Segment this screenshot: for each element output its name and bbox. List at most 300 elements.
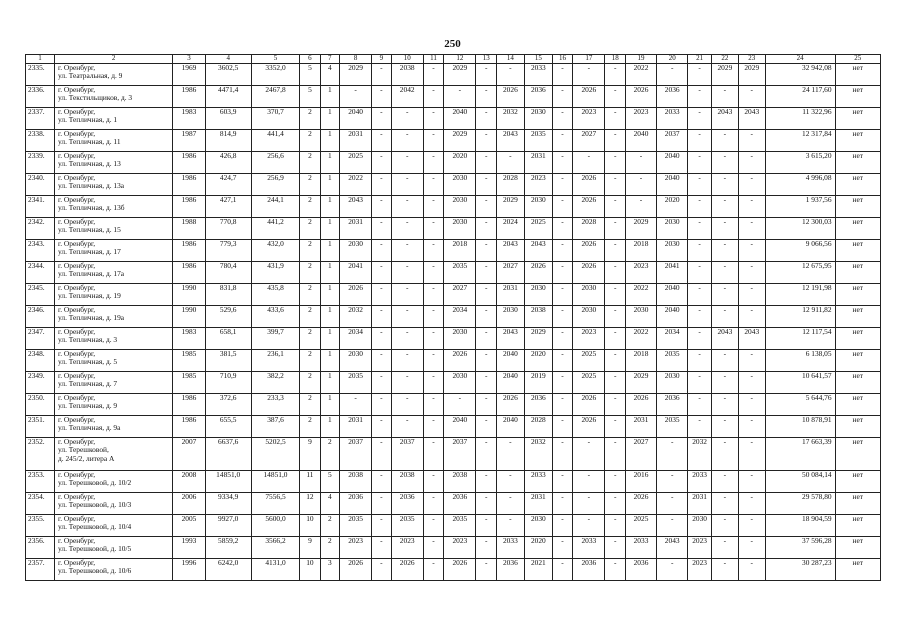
table-cell: 2027 [496, 262, 524, 284]
table-cell: - [573, 64, 605, 86]
table-cell: - [605, 108, 625, 130]
table-cell: - [372, 218, 391, 240]
table-cell: 1 [320, 174, 339, 196]
table-cell: 1986 [173, 262, 205, 284]
table-cell: 2 [300, 394, 320, 416]
row-number-cell: 2348. [26, 350, 55, 372]
table-cell: 2043 [711, 108, 738, 130]
address-cell: г. Оренбург, ул. Тепличная, д. 19 [55, 284, 173, 306]
table-cell: 372,6 [205, 394, 251, 416]
table-cell: 2032 [688, 438, 712, 471]
table-cell: 2033 [573, 537, 605, 559]
table-cell: - [476, 471, 496, 493]
table-cell: - [711, 559, 738, 581]
address-cell: г. Оренбург, ул. Тепличная, д. 5 [55, 350, 173, 372]
table-cell: 4 [320, 64, 339, 86]
column-number-cell: 17 [573, 55, 605, 64]
row-number-cell: 2345. [26, 284, 55, 306]
table-cell: - [688, 240, 712, 262]
row-number-cell: 2342. [26, 218, 55, 240]
address-cell: г. Оренбург, ул. Терешковой, д. 10/4 [55, 515, 173, 537]
table-cell: - [552, 537, 572, 559]
row-number-cell: 2349. [26, 372, 55, 394]
table-cell: - [605, 152, 625, 174]
row-number-cell: 2336. [26, 86, 55, 108]
table-cell: 2 [300, 196, 320, 218]
table-cell: - [711, 306, 738, 328]
address-cell: г. Оренбург, ул. Тепличная, д. 9 [55, 394, 173, 416]
table-cell: 2036 [496, 559, 524, 581]
table-cell: 2 [320, 537, 339, 559]
table-cell: - [605, 196, 625, 218]
table-cell: 387,6 [251, 416, 299, 438]
table-cell: 2036 [573, 559, 605, 581]
table-cell: 2020 [444, 152, 476, 174]
table-cell: нет [835, 515, 880, 537]
table-cell: - [711, 218, 738, 240]
table-cell: 18 904,59 [765, 515, 835, 537]
table-cell: - [476, 350, 496, 372]
table-cell: 432,0 [251, 240, 299, 262]
table-cell: 2026 [496, 86, 524, 108]
table-cell: - [688, 394, 712, 416]
table-cell: 4131,0 [251, 559, 299, 581]
table-row [26, 262, 881, 284]
table-cell: 2033 [524, 64, 552, 86]
row-number-cell: 2347. [26, 328, 55, 350]
table-cell: - [711, 86, 738, 108]
table-cell: - [423, 174, 443, 196]
table-cell: - [476, 86, 496, 108]
table-cell: - [476, 372, 496, 394]
table-cell: - [372, 240, 391, 262]
table-cell: - [657, 515, 688, 537]
table-cell: 2035 [339, 515, 371, 537]
table-cell: 5 644,76 [765, 394, 835, 416]
row-number-cell: 2351. [26, 416, 55, 438]
table-cell: 2 [300, 372, 320, 394]
table-cell: - [688, 350, 712, 372]
table-row [26, 64, 881, 86]
table-cell: 1986 [173, 174, 205, 196]
table-cell: 2040 [339, 108, 371, 130]
table-cell: 2031 [339, 416, 371, 438]
table-cell: 2030 [524, 515, 552, 537]
table-cell: - [372, 328, 391, 350]
table-cell: - [711, 515, 738, 537]
table-cell: нет [835, 328, 880, 350]
table-cell: - [476, 108, 496, 130]
table-cell: - [688, 130, 712, 152]
column-number-cell: 24 [765, 55, 835, 64]
address-cell: г. Оренбург, ул. Терешковой, д. 245/2, литера А [55, 438, 173, 471]
table-cell: - [496, 471, 524, 493]
table-cell: 2043 [738, 328, 765, 350]
table-cell: 29 578,80 [765, 493, 835, 515]
table-cell: 2031 [339, 130, 371, 152]
table-cell: 2030 [339, 240, 371, 262]
table-cell: 1983 [173, 108, 205, 130]
table-cell: - [711, 196, 738, 218]
table-cell: 1985 [173, 372, 205, 394]
table-cell: - [423, 64, 443, 86]
table-cell: - [391, 284, 423, 306]
table-cell: 529,6 [205, 306, 251, 328]
table-cell: 2041 [339, 262, 371, 284]
table-cell: - [625, 196, 656, 218]
table-cell: - [688, 174, 712, 196]
table-cell: - [711, 240, 738, 262]
table-cell: 382,2 [251, 372, 299, 394]
address-cell: г. Оренбург, ул. Текстильщиков, д. 3 [55, 86, 173, 108]
table-cell: - [711, 438, 738, 471]
column-number-cell: 1 [26, 55, 55, 64]
table-cell: 2027 [444, 284, 476, 306]
table-cell: - [738, 152, 765, 174]
table-cell: - [552, 152, 572, 174]
row-number-cell: 2346. [26, 306, 55, 328]
table-cell: - [339, 394, 371, 416]
address-cell: г. Оренбург, ул. Терешковой, д. 10/2 [55, 471, 173, 493]
column-number-cell: 14 [496, 55, 524, 64]
table-cell: 2043 [496, 328, 524, 350]
table-cell: - [605, 174, 625, 196]
table-cell: 2037 [339, 438, 371, 471]
table-cell: 2035 [339, 372, 371, 394]
table-cell: 2023 [391, 537, 423, 559]
table-cell: 2035 [444, 515, 476, 537]
table-cell: - [372, 537, 391, 559]
table-cell: 233,3 [251, 394, 299, 416]
table-cell: 11 [300, 471, 320, 493]
table-cell: 2020 [524, 537, 552, 559]
table-cell: 50 084,14 [765, 471, 835, 493]
table-cell: 2032 [496, 108, 524, 130]
table-cell: 2033 [524, 471, 552, 493]
table-cell: 2043 [339, 196, 371, 218]
table-cell: - [476, 240, 496, 262]
column-number-cell: 19 [625, 55, 656, 64]
table-cell: 2 [300, 152, 320, 174]
table-cell: - [552, 559, 572, 581]
table-cell: 14851,0 [251, 471, 299, 493]
table-cell: - [605, 64, 625, 86]
table-cell: 12 911,82 [765, 306, 835, 328]
table-cell: - [423, 130, 443, 152]
table-cell: - [476, 64, 496, 86]
table-cell: 1990 [173, 284, 205, 306]
table-cell: 780,4 [205, 262, 251, 284]
table-cell: - [605, 438, 625, 471]
table-cell: - [738, 394, 765, 416]
address-cell: г. Оренбург, ул. Тепличная, д. 13а [55, 174, 173, 196]
table-cell: 5202,5 [251, 438, 299, 471]
table-cell: нет [835, 493, 880, 515]
table-cell: 2023 [444, 537, 476, 559]
table-cell: 2041 [657, 262, 688, 284]
row-number-cell: 2337. [26, 108, 55, 130]
table-cell: 2042 [391, 86, 423, 108]
table-cell: - [738, 174, 765, 196]
table-cell: - [688, 152, 712, 174]
column-number-cell: 5 [251, 55, 299, 64]
table-cell: 710,9 [205, 372, 251, 394]
table-cell: нет [835, 350, 880, 372]
table-cell: 1 [320, 262, 339, 284]
table-cell: - [372, 108, 391, 130]
table-row [26, 86, 881, 108]
table-cell: 441,2 [251, 218, 299, 240]
table-cell: 2 [300, 262, 320, 284]
table-cell: 10 [300, 515, 320, 537]
table-cell: 2043 [496, 240, 524, 262]
column-number-cell: 10 [391, 55, 423, 64]
table-cell: 6 138,05 [765, 350, 835, 372]
table-row [26, 416, 881, 438]
table-cell: - [476, 174, 496, 196]
table-cell: 5859,2 [205, 537, 251, 559]
table-cell: 1996 [173, 559, 205, 581]
table-cell: 2026 [573, 240, 605, 262]
table-row [26, 537, 881, 559]
table-cell: 2467,8 [251, 86, 299, 108]
table-cell: 2030 [444, 196, 476, 218]
table-cell: 1983 [173, 328, 205, 350]
table-cell: - [711, 493, 738, 515]
table-cell: 1986 [173, 240, 205, 262]
table-cell: 1 [320, 328, 339, 350]
table-cell: 2031 [625, 416, 656, 438]
table-cell: - [711, 537, 738, 559]
table-cell: 1993 [173, 537, 205, 559]
table-cell: 2026 [391, 559, 423, 581]
table-cell: - [711, 262, 738, 284]
row-number-cell: 2353. [26, 471, 55, 493]
table-cell: 2043 [524, 240, 552, 262]
table-cell: 2026 [625, 86, 656, 108]
table-cell: 7556,5 [251, 493, 299, 515]
table-cell: 831,8 [205, 284, 251, 306]
table-cell: - [552, 394, 572, 416]
table-cell: 2 [300, 174, 320, 196]
table-cell: 4 996,08 [765, 174, 835, 196]
table-cell: - [476, 306, 496, 328]
table-cell: - [738, 284, 765, 306]
table-cell: 2030 [496, 306, 524, 328]
table-cell: 2036 [657, 86, 688, 108]
table-cell: - [391, 108, 423, 130]
table-cell: 2021 [524, 559, 552, 581]
table-cell: - [738, 196, 765, 218]
table-cell: - [552, 218, 572, 240]
table-cell: 2025 [625, 515, 656, 537]
table-cell: нет [835, 559, 880, 581]
table-cell: 2026 [573, 86, 605, 108]
table-cell: 2031 [339, 218, 371, 240]
table-cell: 435,8 [251, 284, 299, 306]
table-cell: - [391, 262, 423, 284]
table-cell: 2040 [496, 372, 524, 394]
table-cell: 2029 [444, 64, 476, 86]
table-cell: нет [835, 152, 880, 174]
table-cell: 2025 [524, 218, 552, 240]
table-cell: нет [835, 130, 880, 152]
table-row [26, 350, 881, 372]
table-cell: - [476, 394, 496, 416]
table-cell: 2036 [524, 86, 552, 108]
table-cell: нет [835, 394, 880, 416]
table-cell: 2026 [625, 394, 656, 416]
table-cell: 2 [300, 350, 320, 372]
table-cell: - [657, 559, 688, 581]
table-cell: 2026 [573, 394, 605, 416]
table-cell: - [552, 515, 572, 537]
page-number: 250 [444, 38, 461, 50]
table-cell: 2026 [625, 493, 656, 515]
table-cell: - [372, 262, 391, 284]
table-cell: - [496, 64, 524, 86]
table-cell: - [605, 372, 625, 394]
table-cell: 10 [300, 559, 320, 581]
row-number-cell: 2339. [26, 152, 55, 174]
table-cell: - [372, 438, 391, 471]
table-cell: 2 [320, 438, 339, 471]
table-cell: 37 596,28 [765, 537, 835, 559]
table-cell: - [688, 306, 712, 328]
table-cell: - [552, 493, 572, 515]
table-cell: - [711, 284, 738, 306]
table-cell: 14851,0 [205, 471, 251, 493]
table-cell: 2007 [173, 438, 205, 471]
table-cell: - [423, 218, 443, 240]
table-cell: нет [835, 471, 880, 493]
table-cell: 2038 [391, 64, 423, 86]
table-cell: 2036 [524, 394, 552, 416]
table-cell: 1985 [173, 350, 205, 372]
table-cell: - [496, 438, 524, 471]
table-cell: - [605, 328, 625, 350]
table-cell: нет [835, 537, 880, 559]
table-cell: - [711, 152, 738, 174]
table-cell: 658,1 [205, 328, 251, 350]
table-cell: нет [835, 86, 880, 108]
table-row [26, 394, 881, 416]
table-cell: - [423, 559, 443, 581]
table-cell: - [711, 394, 738, 416]
column-number-cell: 16 [552, 55, 572, 64]
table-cell: - [688, 86, 712, 108]
table-cell: - [738, 86, 765, 108]
column-number-cell: 21 [688, 55, 712, 64]
table-cell: 2038 [339, 471, 371, 493]
table-cell: 2 [300, 240, 320, 262]
table-cell: - [605, 515, 625, 537]
table-cell: 2030 [524, 284, 552, 306]
table-cell: 2008 [173, 471, 205, 493]
table-cell: 9 066,56 [765, 240, 835, 262]
table-cell: 5600,0 [251, 515, 299, 537]
table-cell: - [423, 416, 443, 438]
table-cell: 2 [320, 515, 339, 537]
table-cell: 2029 [339, 64, 371, 86]
table-cell: - [423, 108, 443, 130]
table-cell: 2030 [339, 350, 371, 372]
table-cell: 256,6 [251, 152, 299, 174]
table-cell: - [738, 218, 765, 240]
table-cell: - [423, 152, 443, 174]
table-cell: 10 878,91 [765, 416, 835, 438]
table-cell: 2020 [524, 350, 552, 372]
table-cell: 32 942,08 [765, 64, 835, 86]
table-cell: 3352,0 [251, 64, 299, 86]
table-cell: - [423, 372, 443, 394]
table-cell: 2022 [625, 284, 656, 306]
table-cell: 1 [320, 196, 339, 218]
table-cell: - [605, 559, 625, 581]
table-cell: 5 [320, 471, 339, 493]
table-cell: 1986 [173, 196, 205, 218]
table-cell: 2028 [524, 416, 552, 438]
table-row [26, 515, 881, 537]
table-cell: 2025 [339, 152, 371, 174]
row-number-cell: 2355. [26, 515, 55, 537]
table-cell: 2043 [657, 537, 688, 559]
table-cell: 1 [320, 372, 339, 394]
table-cell: 30 287,23 [765, 559, 835, 581]
table-cell: 11 322,96 [765, 108, 835, 130]
table-cell: - [688, 108, 712, 130]
table-cell: - [573, 493, 605, 515]
table-cell: 2036 [444, 493, 476, 515]
table-cell: 2022 [339, 174, 371, 196]
row-number-cell: 2350. [26, 394, 55, 416]
table-cell: - [372, 515, 391, 537]
table-cell: - [573, 438, 605, 471]
column-number-row [26, 55, 881, 64]
table-cell: 1 [320, 350, 339, 372]
table-cell: 2030 [524, 196, 552, 218]
table-cell: 2040 [625, 130, 656, 152]
column-number-cell: 4 [205, 55, 251, 64]
table-cell: - [552, 240, 572, 262]
table-cell: 2043 [711, 328, 738, 350]
table-cell: 6637,6 [205, 438, 251, 471]
table-cell: - [476, 559, 496, 581]
table-cell: - [657, 493, 688, 515]
table-cell: - [391, 152, 423, 174]
address-cell: г. Оренбург, ул. Тепличная, д. 17 [55, 240, 173, 262]
column-number-cell: 8 [339, 55, 371, 64]
table-cell: 2023 [524, 174, 552, 196]
table-cell: 2029 [444, 130, 476, 152]
table-cell: - [688, 372, 712, 394]
table-cell: 2036 [391, 493, 423, 515]
column-number-cell: 12 [444, 55, 476, 64]
table-cell: нет [835, 240, 880, 262]
address-cell: г. Оренбург, ул. Театральная, д. 9 [55, 64, 173, 86]
address-cell: г. Оренбург, ул. Терешковой, д. 10/3 [55, 493, 173, 515]
table-cell: 10 641,57 [765, 372, 835, 394]
table-cell: 2040 [496, 416, 524, 438]
table-cell: нет [835, 372, 880, 394]
table-cell: - [711, 372, 738, 394]
table-cell: 2038 [524, 306, 552, 328]
row-number-cell: 2341. [26, 196, 55, 218]
table-cell: 2029 [711, 64, 738, 86]
table-cell: - [552, 306, 572, 328]
table-cell: - [423, 328, 443, 350]
column-number-cell: 3 [173, 55, 205, 64]
